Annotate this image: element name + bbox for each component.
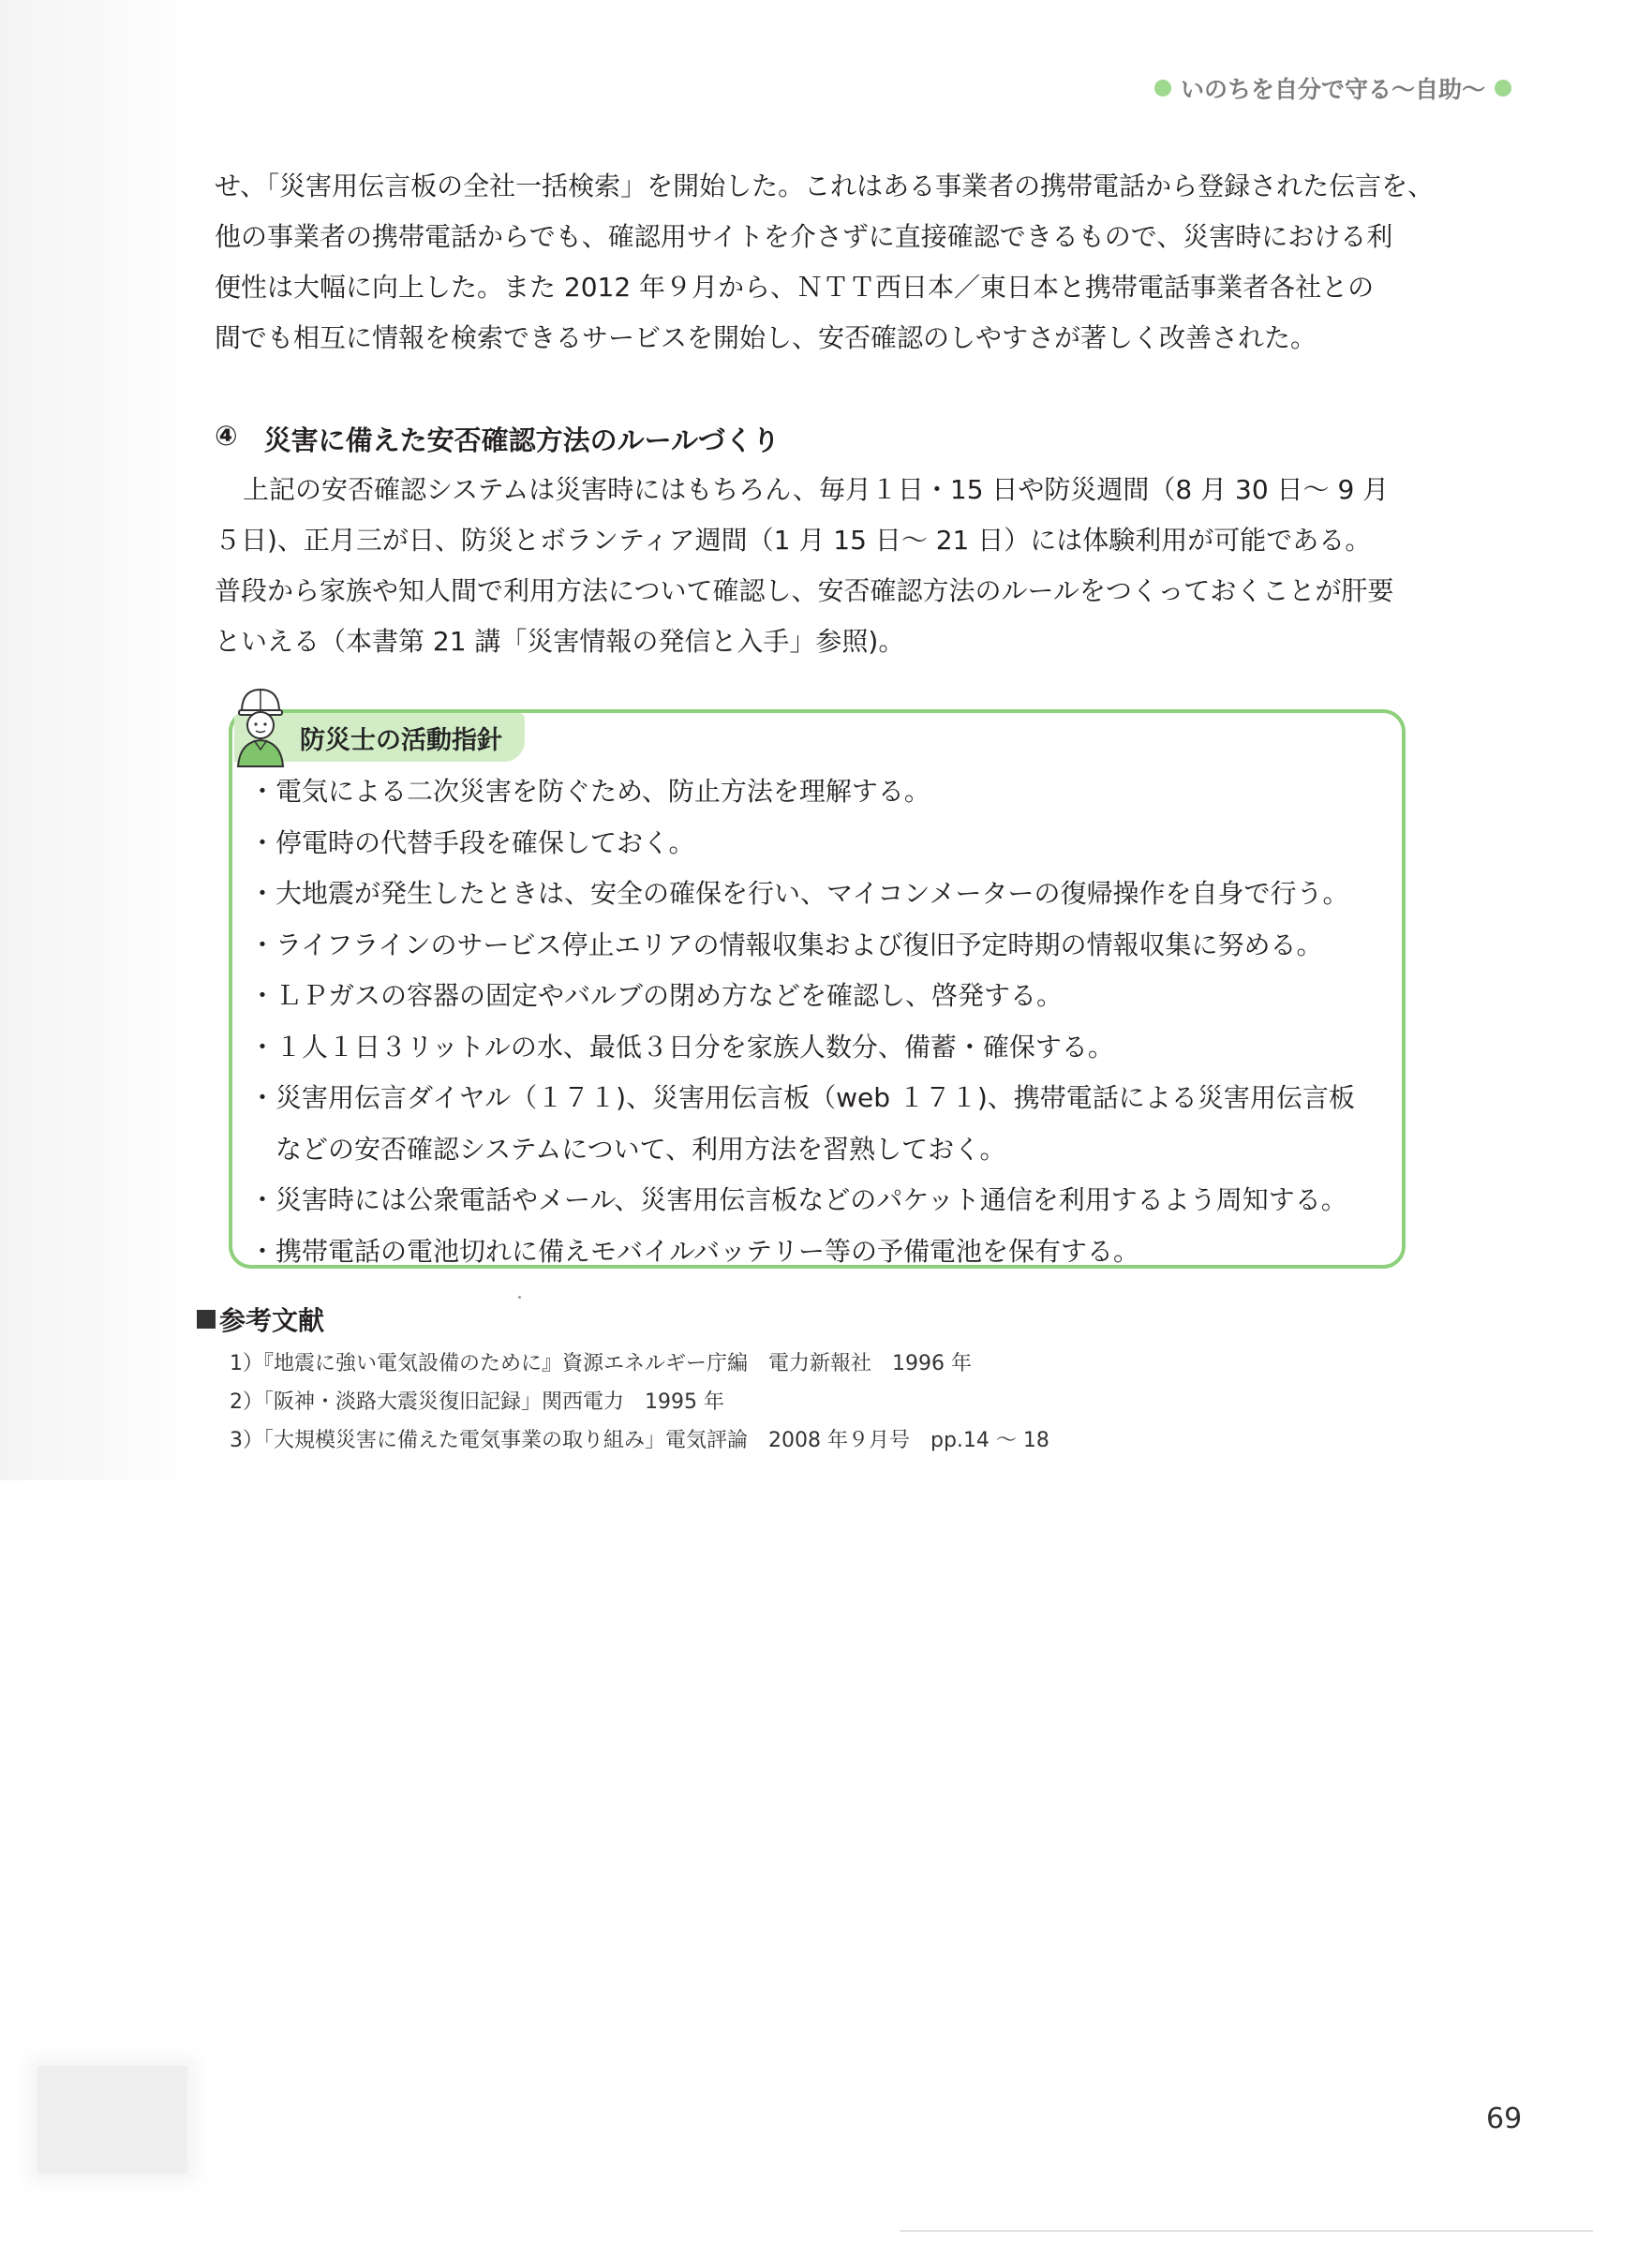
section-title: 災害に備えた安否確認方法のルールづくり [263, 424, 780, 456]
text-line: 間でも相互に情報を検索できるサービスを開始し、安否確認のしやすさが著しく改善された。 [215, 322, 1317, 353]
scan-artifact [37, 2066, 187, 2174]
list-item: ・電気による二次災害を防ぐため、防止方法を理解する。 [249, 776, 930, 807]
list-item-continuation: などの安否確認システムについて、利用方法を習熟しておく。 [275, 1133, 1006, 1165]
disaster-volunteer-icon [232, 684, 289, 768]
section-paragraph [215, 465, 1423, 667]
bullet-dot-icon [1495, 80, 1511, 97]
scan-shadow-left [0, 0, 197, 1480]
list-item: ・災害用伝言ダイヤル（１７１)、災害用伝言板（web １７１)、携帯電話による災害用伝言板 [249, 1082, 1355, 1113]
references-heading [197, 1300, 324, 1338]
text-line: 他の事業者の携帯電話からでも、確認用サイトを介さずに直接確認できるもので、災害時における利 [215, 221, 1393, 252]
list-item: ・停電時の代替手段を確保しておく。 [249, 826, 695, 858]
list-item: ・大地震が発生したときは、安全の確保を行い、マイコンメーターの復帰操作を自身で行う。 [249, 878, 1349, 909]
intro-paragraph [215, 161, 1435, 364]
text-line: ５日)、正月三が日、防災とボランティア週間（1 月 15 日〜 21 日）には体験利用が可能である。 [215, 525, 1372, 556]
running-head-text: いのちを自分で守る〜自助〜 [1180, 76, 1485, 103]
guidelines-label-text: 防災士の活動指針 [300, 725, 502, 755]
reference-item: 2）「阪神・淡路大震災復旧記録」関西電力 1995 年 [230, 1390, 724, 1414]
list-item: ・災害時には公衆電話やメール、災害用伝言板などのパケット通信を利用するよう周知する。 [249, 1184, 1347, 1215]
section-number: ④ [215, 420, 238, 452]
scan-edge-line [900, 2230, 1593, 2232]
guidelines-list [249, 766, 1392, 1277]
section-heading [215, 420, 780, 458]
reference-item: 1）『地震に強い電気設備のために』資源エネルギー庁編 電力新報社 1996 年 [230, 1352, 972, 1375]
text-line: 普段から家族や知人間で利用方法について確認し、安否確認方法のルールをつくっておくことが肝要 [215, 575, 1394, 606]
list-item: ・ＬＰガスの容器の固定やバルブの閉め方などを確認し、啓発する。 [249, 980, 1064, 1011]
bullet-dot-icon [1154, 80, 1171, 97]
list-item: ・携帯電話の電池切れに備えモバイルバッテリー等の予備電池を保有する。 [249, 1235, 1140, 1267]
text-line: といえる（本書第 21 講「災害情報の発信と入手」参照)。 [215, 626, 905, 657]
text-line: せ、「災害用伝言板の全社一括検索」を開始した。これはある事業者の携帯電話から登録された伝言を、 [215, 171, 1435, 201]
references-title: 参考文献 [219, 1305, 325, 1336]
text-line: 便性は大幅に向上した。また 2012 年９月から、ＮＴＴ西日本／東日本と携帯電話事業者各社との [215, 272, 1375, 303]
references-list [230, 1345, 1049, 1460]
page-number: 69 [1486, 2103, 1523, 2135]
running-head [1154, 71, 1511, 105]
reference-item: 3）「大規模災害に備えた電気事業の取り組み」電気評論 2008 年９月号 pp.14 〜 18 [230, 1429, 1049, 1452]
square-bullet-icon [197, 1310, 216, 1329]
list-item: ・１人１日３リットルの水、最低３日分を家族人数分、備蓄・確保する。 [249, 1031, 1114, 1063]
list-item: ・ライフラインのサービス停止エリアの情報収集および復旧予定時期の情報収集に努める。 [249, 929, 1323, 960]
scan-speck [518, 1296, 521, 1299]
text-line: 上記の安否確認システムは災害時にはもちろん、毎月１日・15 日や防災週間（8 月 30 日〜 9 月 [243, 474, 1390, 505]
